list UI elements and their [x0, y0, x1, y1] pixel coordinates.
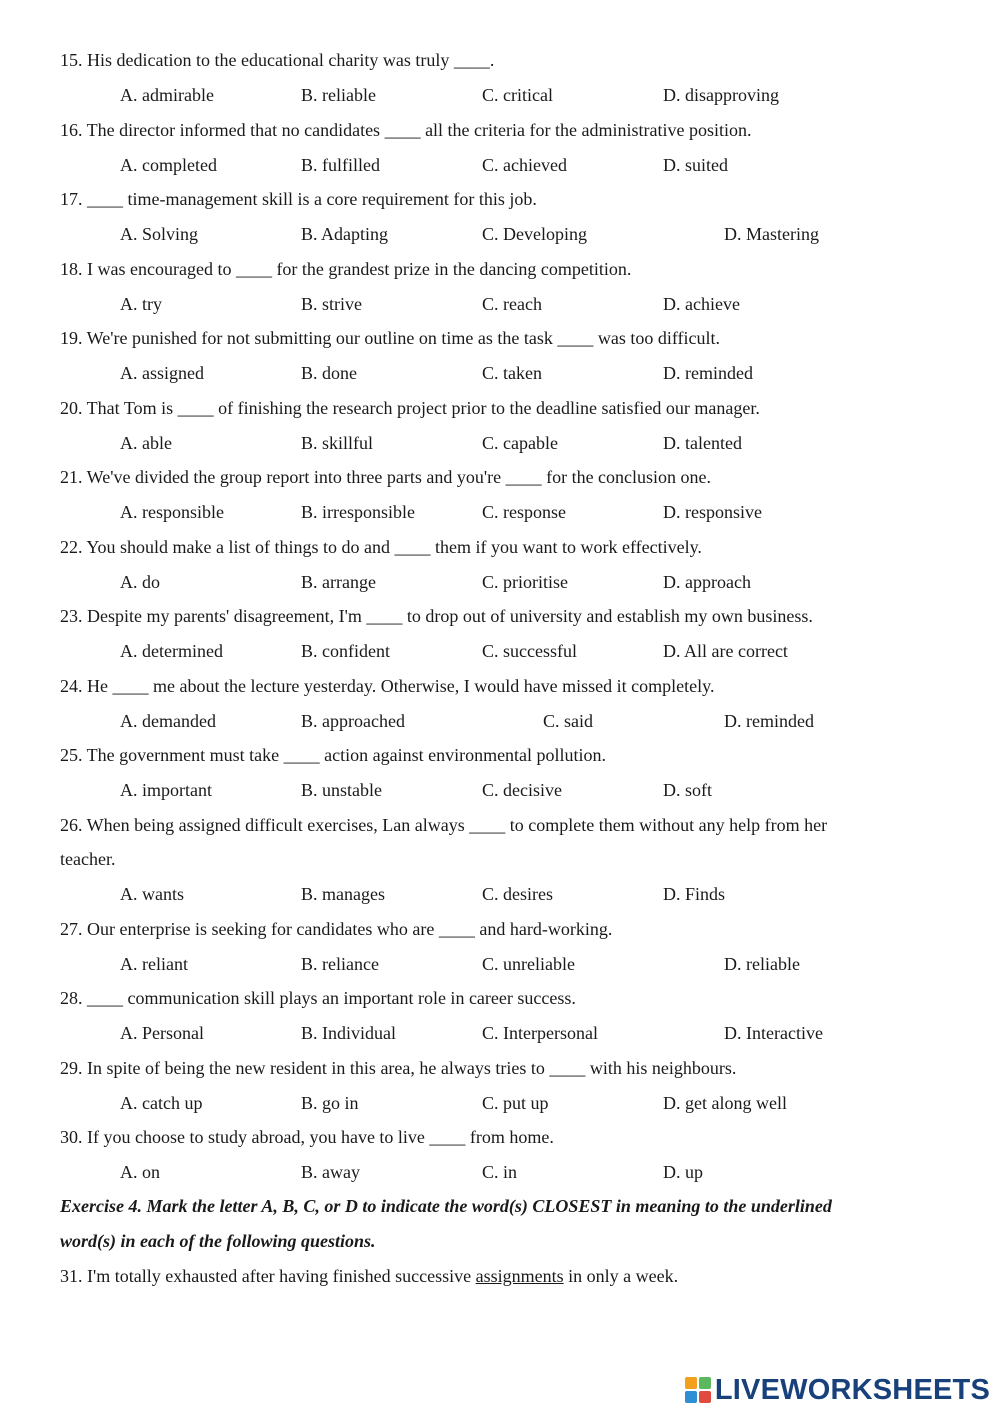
answer-option-d: D. talented	[663, 433, 742, 453]
answer-option-b: B. reliance	[301, 954, 379, 974]
answer-option-b: B. away	[301, 1162, 360, 1182]
question-stem: 20. That Tom is ____ of finishing the research project prior to the deadline satisfied our manager.	[60, 398, 760, 418]
answer-option-b: B. manages	[301, 884, 385, 904]
answer-option-b: B. arrange	[301, 572, 376, 592]
answer-option-a: A. wants	[120, 884, 184, 904]
answer-option-b: B. Adapting	[301, 224, 389, 244]
answer-option-c: C. reach	[482, 294, 542, 314]
answer-option-c: C. prioritise	[482, 572, 568, 592]
answer-option-c: C. capable	[482, 433, 558, 453]
answer-option-d: D. Mastering	[724, 224, 819, 244]
question-stem: 17. ____ time-management skill is a core requirement for this job.	[60, 189, 537, 209]
answer-option-b: B. skillful	[301, 433, 374, 453]
question-stem: 28. ____ communication skill plays an important role in career success.	[60, 988, 576, 1008]
liveworksheets-logo-icon	[685, 1377, 711, 1403]
question-31-text-after: in only a week.	[563, 1266, 679, 1286]
question-stem: 19. We're punished for not submitting our outline on time as the task ____ was too difficult.	[60, 328, 721, 348]
answer-option-d: D. suited	[663, 155, 728, 175]
answer-option-a: A. assigned	[120, 363, 204, 383]
question-31	[60, 1264, 678, 1288]
answer-option-c: C. put up	[482, 1093, 549, 1113]
question-stem: 29. In spite of being the new resident in this area, he always tries to ____ with his neighbours.	[60, 1058, 737, 1078]
answer-option-c: C. successful	[482, 641, 577, 661]
answer-option-b: B. go in	[301, 1093, 359, 1113]
answer-option-b: B. strive	[301, 294, 362, 314]
question-stem: 18. I was encouraged to ____ for the grandest prize in the dancing competition.	[60, 259, 632, 279]
question-stem: 30. If you choose to study abroad, you have to live ____ from home.	[60, 1127, 554, 1147]
answer-option-a: A. reliant	[120, 954, 188, 974]
question-stem: 16. The director informed that no candidates ____ all the criteria for the administrative position.	[60, 120, 752, 140]
question-stem: 24. He ____ me about the lecture yesterday. Otherwise, I would have missed it completely.	[60, 676, 715, 696]
answer-option-b: B. irresponsible	[301, 502, 415, 522]
answer-option-b: B. confident	[301, 641, 390, 661]
logo-text: LIVEWORKSHEETS	[714, 1373, 990, 1406]
answer-option-c: C. taken	[482, 363, 542, 383]
answer-option-d: D. responsive	[663, 502, 762, 522]
answer-option-c: C. unreliable	[482, 954, 575, 974]
answer-option-b: B. unstable	[301, 780, 382, 800]
underlined-word: assignments	[475, 1266, 564, 1286]
answer-option-a: A. Personal	[120, 1023, 204, 1043]
answer-option-b: B. approached	[301, 711, 405, 731]
answer-option-d: D. reminded	[724, 711, 814, 731]
answer-option-d: D. Finds	[663, 884, 726, 904]
answer-option-a: A. Solving	[120, 224, 199, 244]
answer-option-b: B. fulfilled	[301, 155, 380, 175]
answer-option-d: D. reliable	[724, 954, 800, 974]
answer-option-c: C. said	[543, 711, 594, 731]
answer-option-d: D. soft	[663, 780, 712, 800]
answer-option-c: C. achieved	[482, 155, 567, 175]
answer-option-d: D. approach	[663, 572, 751, 592]
answer-option-c: C. Developing	[482, 224, 587, 244]
answer-option-c: C. Interpersonal	[482, 1023, 598, 1043]
exercise4-heading-cont: word(s) in each of the following questions.	[60, 1231, 376, 1251]
answer-option-c: C. decisive	[482, 780, 562, 800]
answer-option-a: A. determined	[120, 641, 223, 661]
answer-option-a: A. able	[120, 433, 172, 453]
answer-option-c: C. critical	[482, 85, 553, 105]
answer-option-d: D. All are correct	[663, 641, 788, 661]
question-stem: 21. We've divided the group report into three parts and you're ____ for the conclusion one.	[60, 467, 712, 487]
question-stem: 15. His dedication to the educational charity was truly ____.	[60, 50, 495, 70]
answer-option-d: D. get along well	[663, 1093, 787, 1113]
answer-option-c: C. desires	[482, 884, 553, 904]
answer-option-d: D. achieve	[663, 294, 740, 314]
answer-option-d: D. Interactive	[724, 1023, 823, 1043]
answer-option-b: B. Individual	[301, 1023, 396, 1043]
answer-option-b: B. done	[301, 363, 357, 383]
answer-option-c: C. response	[482, 502, 566, 522]
liveworksheets-logo	[685, 1373, 990, 1407]
answer-option-a: A. demanded	[120, 711, 216, 731]
question-stem-continuation: teacher.	[60, 849, 116, 869]
answer-option-d: D. reminded	[663, 363, 753, 383]
exercise4-heading: Exercise 4. Mark the letter A, B, C, or D to indicate the word(s) CLOSEST in meaning to the underlined	[60, 1196, 832, 1216]
answer-option-b: B. reliable	[301, 85, 376, 105]
question-stem: 23. Despite my parents' disagreement, I'm ____ to drop out of university and establish my own business.	[60, 606, 813, 626]
answer-option-a: A. try	[120, 294, 162, 314]
answer-option-d: D. disapproving	[663, 85, 779, 105]
answer-option-c: C. in	[482, 1162, 518, 1182]
answer-option-a: A. on	[120, 1162, 160, 1182]
answer-option-a: A. do	[120, 572, 160, 592]
answer-option-a: A. important	[120, 780, 212, 800]
question-stem: 27. Our enterprise is seeking for candidates who are ____ and hard-working.	[60, 919, 613, 939]
answer-option-a: A. completed	[120, 155, 217, 175]
question-31-text-before: 31. I'm totally exhausted after having finished successive	[60, 1266, 476, 1286]
answer-option-a: A. responsible	[120, 502, 224, 522]
answer-option-d: D. up	[663, 1162, 703, 1182]
question-stem: 25. The government must take ____ action against environmental pollution.	[60, 745, 607, 765]
answer-option-a: A. catch up	[120, 1093, 203, 1113]
question-stem: 22. You should make a list of things to do and ____ them if you want to work effectively.	[60, 537, 702, 557]
question-stem: 26. When being assigned difficult exercises, Lan always ____ to complete them without any help from her	[60, 815, 828, 835]
answer-option-a: A. admirable	[120, 85, 214, 105]
